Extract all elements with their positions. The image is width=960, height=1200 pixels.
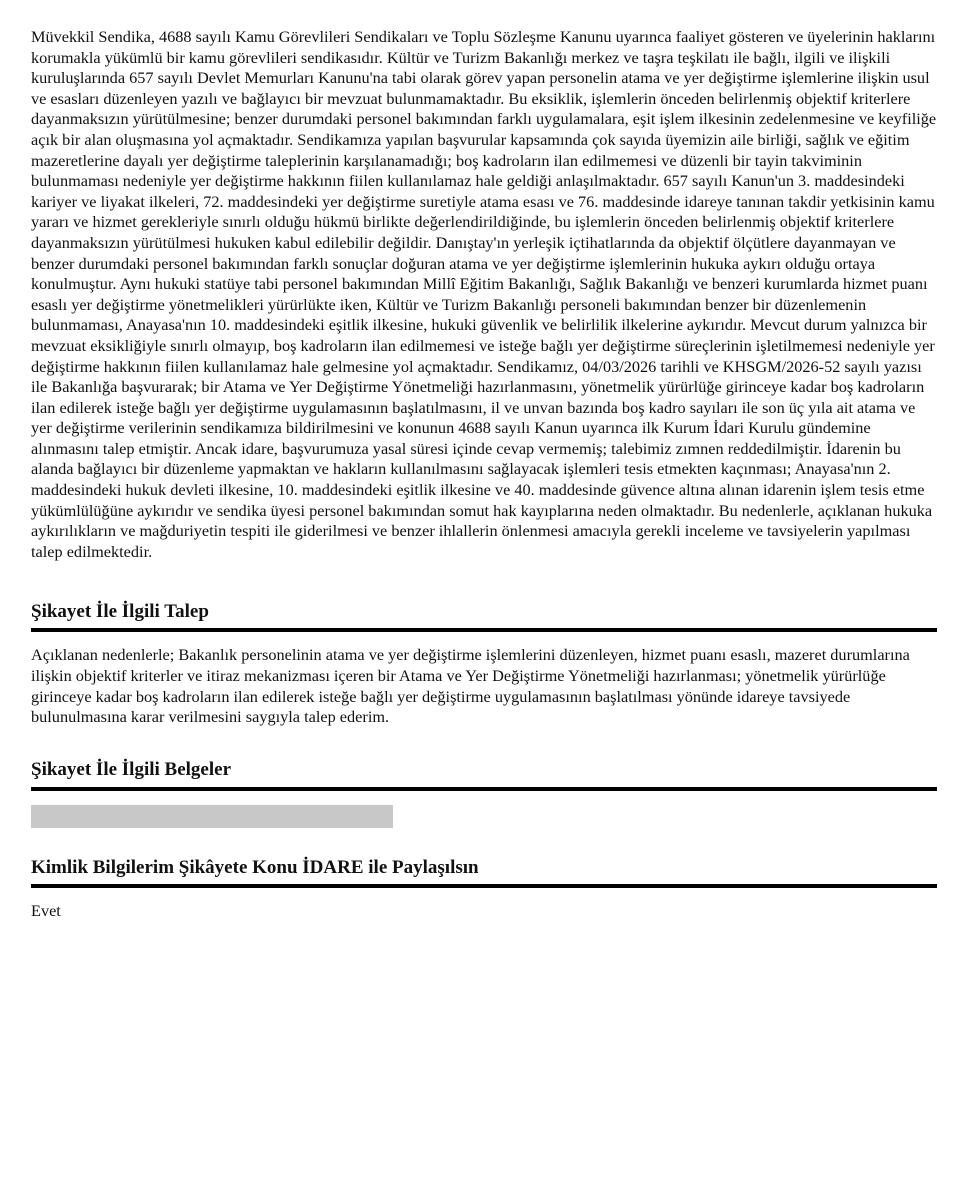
identity-sharing-section-title: Kimlik Bilgilerim Şikâyete Konu İDARE ile Paylaşılsın <box>31 856 479 878</box>
section-divider <box>31 628 937 632</box>
request-text: Açıklanan nedenlerle; Bakanlık personelinin atama ve yer değiştirme işlemlerini düzenleyen, hizmet puanı esaslı, mazeret durumlarına ilişkin objektif kriterler ve itiraz mekanizması içeren bir Atama ve Yer Değiştirme Yönetmeliği hazırlanması; yönetmelik yürürlüğe girinceye kadar boş kadroların ilan edilerek isteğe bağlı yer değiştirme uygulamasının başlatılması yönünde idareye tavsiyede bulunulmasına karar verilmesini saygıyla talep ederim. <box>31 645 910 727</box>
request-section-title: Şikayet İle İlgili Talep <box>31 601 209 623</box>
complaint-text: Müvekkil Sendika, 4688 sayılı Kamu Görevlileri Sendikaları ve Toplu Sözleşme Kanunu uyarınca faaliyet gösteren ve üyelerinin haklarını korumakla yükümlü bir kamu görevlileri sendikasıdır. Kültür ve Turizm Bakanlığı merkez ve taşra teşkilatı ile bağlı, ilgili ve ilişkili kuruluşlarında 657 sayılı Devlet Memurları Kanunu'na tabi olarak görev yapan personelin atama ve yer değiştirme işlemlerine ilişkin usul ve esasları düzenleyen yazılı ve bağlayıcı bir mevzuat bulunmamaktadır. Bu eksiklik, işlemlerin önceden belirlenmiş objektif kriterlere dayanmaksızın yürütülmesine; benzer durumdaki personel bakımından farklı uygulamalara, eşit işlem ilkesinin zedelenmesine ve keyfiliğe açık bir alan oluşmasına yol açmaktadır. Sendikamıza yapılan başvurular kapsamında çok sayıda üyemizin aile birliği, sağlık ve eğitim mazeretlerine dayalı yer değiştirme taleplerinin karşılanamadığı; boş kadroların ilan edilmemesi ve düzenli bir tayin takviminin bulunmaması nedeniyle yer değiştirme hakkının fiilen kullanılamaz hale geldiği anlaşılmaktadır. 657 sayılı Kanun'un 3. maddesindeki kariyer ve liyakat ilkeleri, 72. maddesindeki yer değiştirme suretiyle atama esası ve 76. maddesinde idareye tanınan takdir yetkisinin kamu yararı ve hizmet gerekleriyle sınırlı olduğu hükmü birlikte değerlendirildiğinde, bu işlemlerin önceden belirlenmiş objektif kriterlere dayanmaksızın yürütülmesi hukuken kabul edilebilir değildir. Danıştay'ın yerleşik içtihatlarında da objektif ölçütlere dayanmayan ve benzer durumdaki personel bakımından farklı sonuçlar doğuran atama ve yer değiştirme işlemlerinin hukuka aykırı olduğu ortaya konulmuştur. Aynı hukuki statüye tabi personel bakımından Millî Eğitim Bakanlığı, Sağlık Bakanlığı ve benzeri kurumlarda hizmet puanı esaslı yer değiştirme yönetmelikleri yürürlükte iken, Kültür ve Turizm Bakanlığı personeli bakımından benzer bir düzenlemenin bulunmaması, Anayasa'nın 10. maddesindeki eşitlik ilkesine, hukuki güvenlik ve belirlilik ilkelerine aykırıdır. Mevcut durum yalnızca bir mevzuat eksikliğiyle sınırlı olmayıp, boş kadroların ilan edilmemesi ve isteğe bağlı yer değiştirme süreçlerinin işletilmemesi nedeniyle yer değiştirme hakkının fiilen kullanılamaz hale gelmesine yol açmaktadır. Sendikamız, 04/03/2026 tarihli ve KHSGM/2026-52 sayılı yazısı ile Bakanlığa başvurarak; bir Atama ve Yer Değiştirme Yönetmeliği hazırlanmasını, yönetmelik yürürlüğe girinceye kadar boş kadroların ilan edilerek isteğe bağlı yer değiştirme uygulamasının başlatılmasını, il ve unvan bazında boş kadro sayıları ile son üç yıla ait atama ve yer değiştirme verilerinin sendikamıza bildirilmesini ve konunun 4688 sayılı Kanun uyarınca ilk Kurum İdari Kurulu gündemine alınmasını talep etmiştir. Ancak idare, başvurumuza yasal süresi içinde cevap vermemiş; talebimiz zımnen reddedilmiştir. İdarenin bu alanda bağlayıcı bir düzenleme yapmaktan ve hakların kullanılmasını sağlayacak işlemleri tesis etmekten kaçınması; Anayasa'nın 2. maddesindeki hukuk devleti ilkesine, 10. maddesindeki eşitlik ilkesine ve 40. maddesinde güvence altına alınan idarenin işlem tesis etme yükümlülüğüne aykırıdır ve sendika üyesi personel bakımından somut hak kayıplarına neden olmaktadır. Bu nedenlerle, açıklanan hukuka aykırılıkların ve mağduriyetin tespiti ile giderilmesi ve benzer ihlallerin önlenmesi amacıyla gerekli inceleme ve tavsiyelerin yapılması talep edilmektedir. <box>31 27 937 561</box>
section-divider <box>31 884 937 888</box>
redacted-document-link <box>31 805 393 828</box>
document-page <box>31 27 937 921</box>
section-divider <box>31 787 937 791</box>
documents-section-title: Şikayet İle İlgili Belgeler <box>31 758 232 780</box>
identity-sharing-value: Evet <box>31 900 61 920</box>
